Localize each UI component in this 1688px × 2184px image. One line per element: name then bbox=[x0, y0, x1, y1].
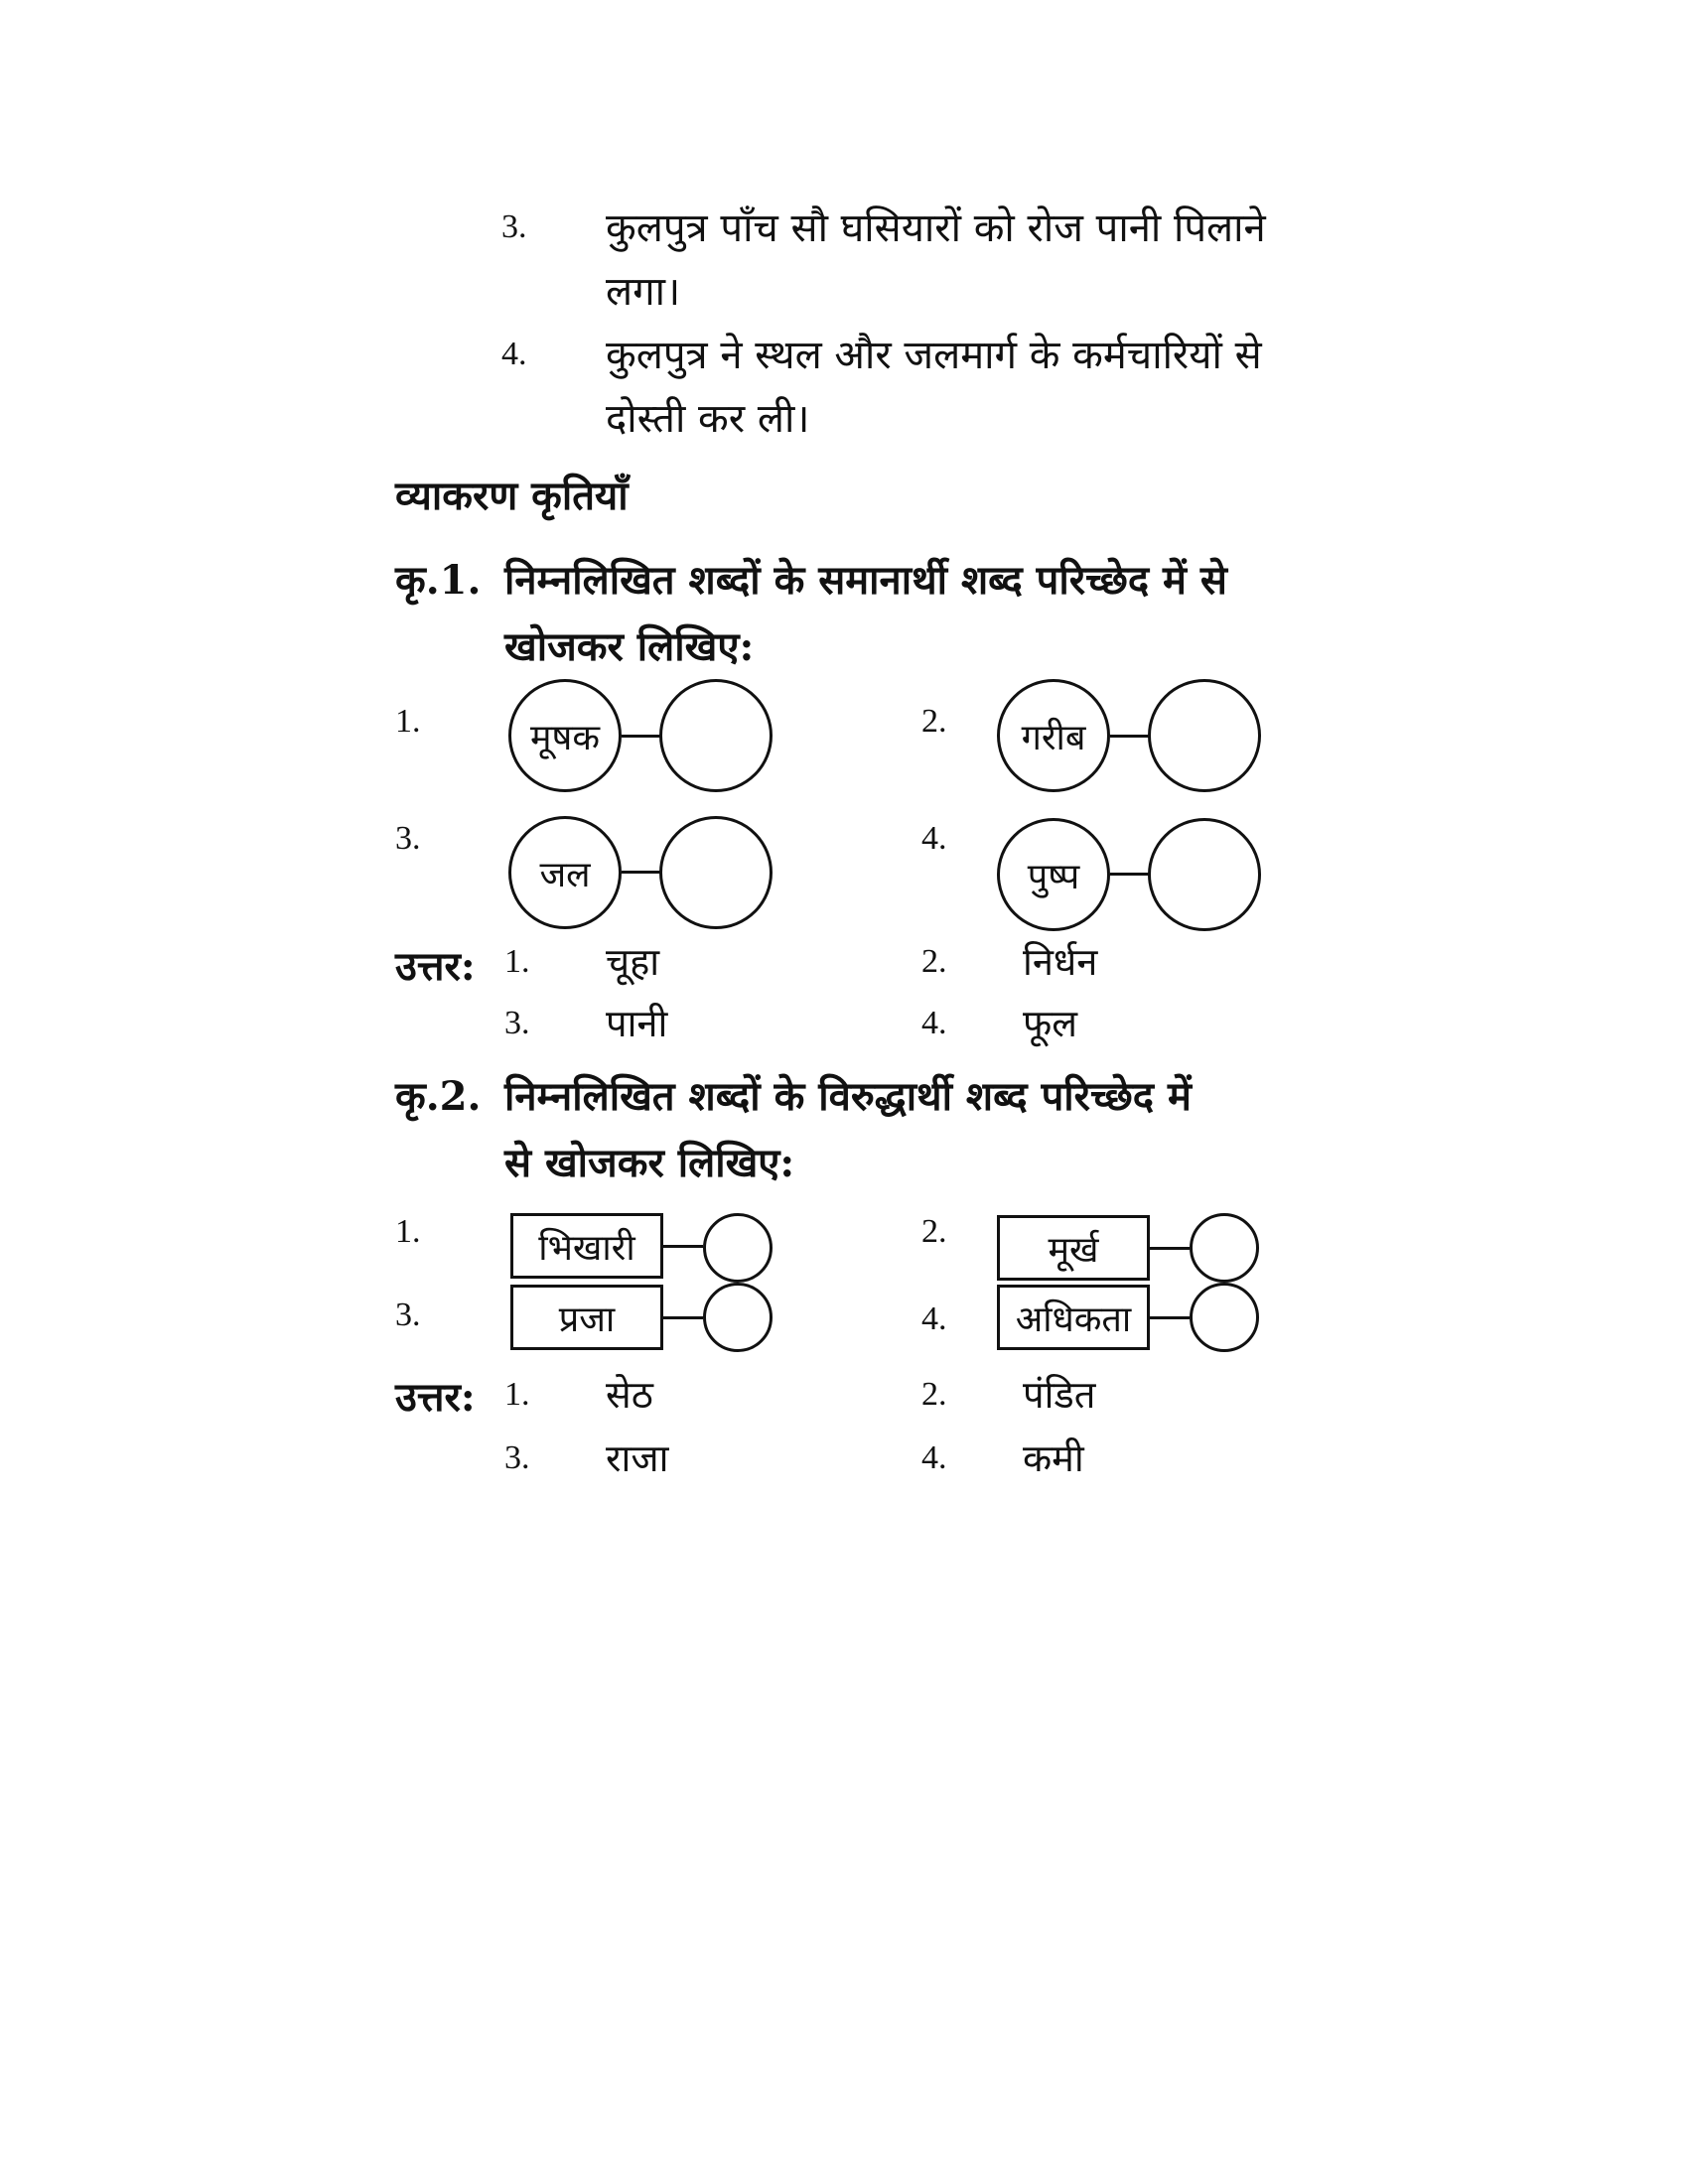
q2-instruction-line1: निम्नलिखित शब्दों के विरुद्धार्थी शब्द परिच्छेद में bbox=[504, 1073, 1192, 1120]
q1-item-4-word: पुष्प bbox=[1027, 856, 1080, 897]
q1-answer-2-number: 2. bbox=[921, 943, 947, 980]
q1-item-3-word: जल bbox=[539, 854, 591, 895]
q1-item-4-answer-circle bbox=[1148, 818, 1261, 931]
q2-item-1-word-box bbox=[510, 1213, 663, 1279]
q2-item-2-connector bbox=[1150, 1247, 1190, 1250]
q2-answer-label: उत्तर: bbox=[395, 1374, 476, 1421]
q2-item-3-number: 3. bbox=[395, 1297, 421, 1333]
q2-item-4-word: अधिकता bbox=[1015, 1298, 1132, 1340]
q1-item-4-number: 4. bbox=[921, 820, 947, 857]
q2-item-1-answer-circle bbox=[703, 1213, 773, 1283]
q1-item-3-answer-circle bbox=[659, 816, 773, 929]
q2-item-1-connector bbox=[663, 1245, 703, 1248]
q2-item-2-word: मूर्ख bbox=[1048, 1229, 1099, 1271]
q1-answer-1-word: चूहा bbox=[606, 940, 660, 984]
q1-answer-2-word: निर्धन bbox=[1023, 940, 1098, 984]
q2-answer-4-word: कमी bbox=[1023, 1436, 1084, 1480]
q2-item-4-word-box bbox=[997, 1285, 1150, 1350]
q1-item-2-word: गरीब bbox=[1021, 717, 1086, 758]
intro-item-4-number: 4. bbox=[501, 336, 527, 372]
q2-answer-3-word: राजा bbox=[606, 1436, 669, 1480]
q1-instruction-line2: खोजकर लिखिए: bbox=[504, 623, 755, 670]
q1-item-1-answer-circle bbox=[659, 679, 773, 792]
q1-item-2-number: 2. bbox=[921, 703, 947, 740]
q2-item-2-number: 2. bbox=[921, 1213, 947, 1250]
q2-instruction-line2: से खोजकर लिखिए: bbox=[504, 1140, 795, 1186]
q2-answer-1-word: सेठ bbox=[606, 1373, 653, 1417]
q2-answer-2-word: पंडित bbox=[1023, 1373, 1096, 1417]
intro-item-3-line2: लगा। bbox=[606, 269, 681, 315]
q2-item-3-word: प्रजा bbox=[558, 1298, 616, 1340]
q1-answer-3-word: पानी bbox=[606, 1002, 668, 1045]
q1-answer-4-word: फूल bbox=[1023, 1002, 1078, 1045]
q2-answer-4-number: 4. bbox=[921, 1439, 947, 1476]
q2-item-4-answer-circle bbox=[1190, 1283, 1259, 1352]
q1-item-1-connector bbox=[622, 735, 661, 738]
intro-item-4-line2: दोस्ती कर ली। bbox=[606, 396, 810, 442]
q2-item-2-word-box bbox=[997, 1215, 1150, 1281]
section-title: व्याकरण कृतियाँ bbox=[395, 473, 629, 519]
q1-item-1-word-circle bbox=[508, 679, 622, 792]
intro-item-4-line1: कुलपुत्र ने स्थल और जलमार्ग के कर्मचारियों से bbox=[606, 333, 1262, 378]
q1-item-3-connector bbox=[622, 871, 661, 874]
q2-item-3-answer-circle bbox=[703, 1283, 773, 1352]
q2-item-4-connector bbox=[1150, 1316, 1190, 1319]
q1-item-2-connector bbox=[1110, 735, 1150, 738]
q1-answer-1-number: 1. bbox=[504, 943, 530, 980]
q2-item-1-number: 1. bbox=[395, 1213, 421, 1250]
q2-item-2-answer-circle bbox=[1190, 1213, 1259, 1283]
q1-answer-3-number: 3. bbox=[504, 1005, 530, 1041]
q1-item-2-word-circle bbox=[997, 679, 1110, 792]
q1-item-2-answer-circle bbox=[1148, 679, 1261, 792]
q1-item-3-word-circle bbox=[508, 816, 622, 929]
q2-answer-1-number: 1. bbox=[504, 1376, 530, 1413]
q2-label: कृ.2. bbox=[395, 1073, 482, 1120]
q1-instruction-line1: निम्नलिखित शब्दों के समानार्थी शब्द परिच्छेद में से bbox=[504, 557, 1227, 604]
q2-answer-3-number: 3. bbox=[504, 1439, 530, 1476]
intro-item-3-line1: कुलपुत्र पाँच सौ घसियारों को रोज पानी पिलाने bbox=[606, 205, 1266, 251]
q1-item-4-connector bbox=[1110, 873, 1150, 876]
q1-answer-4-number: 4. bbox=[921, 1005, 947, 1041]
q1-item-1-word: मूषक bbox=[530, 717, 600, 758]
q2-answer-2-number: 2. bbox=[921, 1376, 947, 1413]
q1-label: कृ.1. bbox=[395, 557, 482, 604]
q1-answer-label: उत्तर: bbox=[395, 943, 476, 990]
q1-item-4-word-circle bbox=[997, 818, 1110, 931]
q1-item-3-number: 3. bbox=[395, 820, 421, 857]
q2-item-1-word: भिखारी bbox=[538, 1227, 635, 1269]
q1-item-1-number: 1. bbox=[395, 703, 421, 740]
q2-item-3-word-box bbox=[510, 1285, 663, 1350]
q2-item-3-connector bbox=[663, 1316, 703, 1319]
intro-item-3-number: 3. bbox=[501, 208, 527, 245]
q2-item-4-number: 4. bbox=[921, 1300, 947, 1337]
